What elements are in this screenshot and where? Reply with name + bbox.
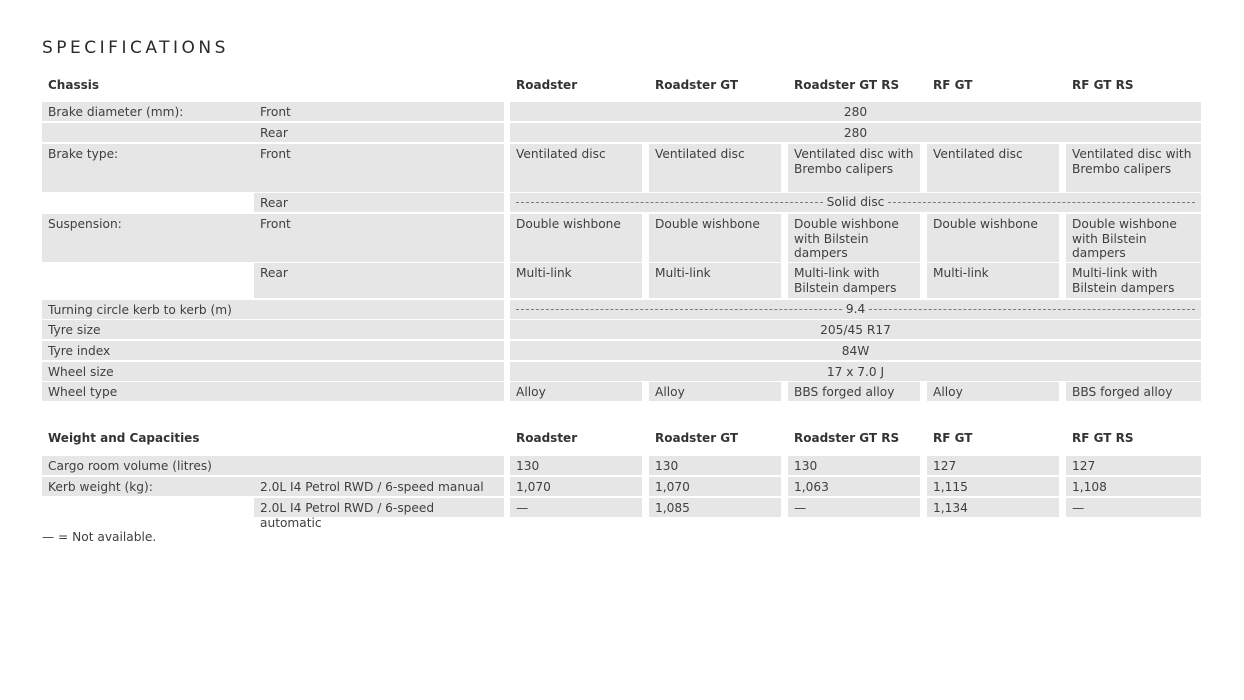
column-header: RF GT RS xyxy=(1072,431,1134,445)
row-label-cell: Wheel type xyxy=(42,382,504,401)
sub-label: Front xyxy=(260,105,291,119)
sub-label: Rear xyxy=(260,126,288,140)
value-cell: Multi-link xyxy=(649,263,781,298)
value-cell: Multi-link with Bilstein dampers xyxy=(788,263,920,298)
value-cell: Ventilated disc xyxy=(927,144,1059,192)
value-cell: 130 xyxy=(649,456,781,475)
value-cell: 130 xyxy=(788,456,920,475)
value-cell: Ventilated disc with Brembo calipers xyxy=(1066,144,1201,192)
column-header: Roadster xyxy=(516,431,578,445)
value-cell: Ventilated disc with Brembo calipers xyxy=(788,144,920,192)
dash-line xyxy=(516,309,842,310)
value-cell: Alloy xyxy=(510,382,642,401)
value-cell: 205/45 R17 xyxy=(510,320,1201,339)
dash-line xyxy=(888,202,1195,203)
sub-label: Front xyxy=(260,147,291,161)
value-cell: 1,115 xyxy=(927,477,1059,496)
value-cell: 17 x 7.0 J xyxy=(510,362,1201,381)
row-label-cell: Wheel size xyxy=(42,362,504,381)
sub-label-cell xyxy=(254,193,504,212)
row-label-cell: Turning circle kerb to kerb (m) xyxy=(42,300,504,319)
sub-label: 2.0L I4 Petrol RWD / 6-speed automatic xyxy=(260,501,435,530)
value-cell: 1,108 xyxy=(1066,477,1201,496)
value-cell: 280 xyxy=(510,123,1201,142)
footnote: — = Not available. xyxy=(42,530,157,544)
value-cell: BBS forged alloy xyxy=(1066,382,1201,401)
column-header: RF GT xyxy=(933,78,973,92)
value-cell: Double wishbone xyxy=(510,214,642,262)
column-header: Roadster GT RS xyxy=(794,431,900,445)
value-cell: Double wishbone xyxy=(927,214,1059,262)
sub-label-cell xyxy=(254,263,504,298)
value-cell: 1,063 xyxy=(788,477,920,496)
value-cell: 1,134 xyxy=(927,498,1059,517)
dash-line xyxy=(516,202,823,203)
value-cell: 1,085 xyxy=(649,498,781,517)
value-cell: Ventilated disc xyxy=(510,144,642,192)
value-cell: 84W xyxy=(510,341,1201,360)
value-cell: — xyxy=(788,498,920,517)
value-cell: Double wishbone xyxy=(649,214,781,262)
row-label-cell: Cargo room volume (litres) xyxy=(42,456,504,475)
value-cell: Multi-link xyxy=(510,263,642,298)
value-cell: 130 xyxy=(510,456,642,475)
column-header: RF GT xyxy=(933,431,973,445)
value-cell: Alloy xyxy=(649,382,781,401)
value-cell: — xyxy=(510,498,642,517)
row-label: Brake diameter (mm): xyxy=(48,105,184,119)
column-header: Roadster GT xyxy=(655,431,739,445)
value-cell: 1,070 xyxy=(510,477,642,496)
row-label-cell: Tyre index xyxy=(42,341,504,360)
sub-label: 2.0L I4 Petrol RWD / 6-speed manual xyxy=(260,480,484,494)
value-cell: Multi-link with Bilstein dampers xyxy=(1066,263,1201,298)
value-cell: Alloy xyxy=(927,382,1059,401)
value-cell: 1,070 xyxy=(649,477,781,496)
value-cell: BBS forged alloy xyxy=(788,382,920,401)
page-title: SPECIFICATIONS xyxy=(42,38,229,58)
column-header: Roadster xyxy=(516,78,578,92)
value-cell: — xyxy=(1066,498,1201,517)
value-cell: 127 xyxy=(927,456,1059,475)
spanning-value-cell xyxy=(510,193,1201,212)
value-cell: Double wishbone with Bilstein dampers xyxy=(1066,214,1201,262)
value-cell: Multi-link xyxy=(927,263,1059,298)
sub-label-cell xyxy=(254,498,504,530)
sub-label: Front xyxy=(260,217,291,231)
value: 9.4 xyxy=(845,302,866,317)
column-header: Roadster GT RS xyxy=(794,78,900,92)
row-label-cell: Tyre size xyxy=(42,320,504,339)
row-label: Kerb weight (kg): xyxy=(48,480,153,494)
spanning-value-cell xyxy=(510,300,1201,319)
value-cell: 127 xyxy=(1066,456,1201,475)
chassis-header: Chassis xyxy=(48,78,99,92)
sub-label: Rear xyxy=(260,196,288,210)
value-cell: Ventilated disc xyxy=(649,144,781,192)
row-label: Suspension: xyxy=(48,217,122,231)
column-header: Roadster GT xyxy=(655,78,739,92)
weights-header: Weight and Capacities xyxy=(48,431,200,445)
sub-label: Rear xyxy=(260,266,288,280)
row-label: Brake type: xyxy=(48,147,119,161)
value: Solid disc xyxy=(826,195,885,210)
column-header: RF GT RS xyxy=(1072,78,1134,92)
value-cell: 280 xyxy=(510,102,1201,121)
value-cell: Double wishbone with Bilstein dampers xyxy=(788,214,920,262)
dash-line xyxy=(869,309,1195,310)
